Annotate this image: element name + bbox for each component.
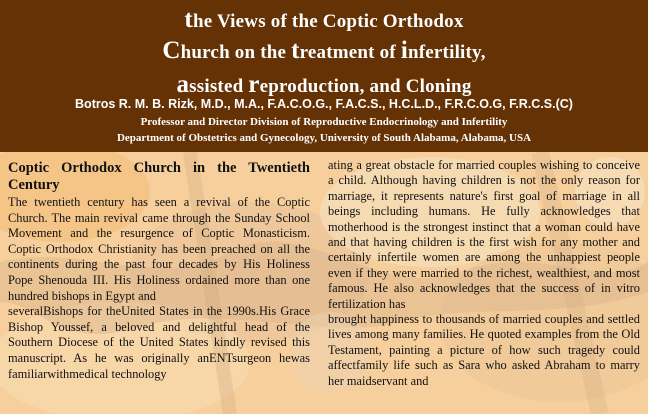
title-initial: C xyxy=(162,37,181,64)
title-initial: r xyxy=(248,71,260,98)
title-text: reatment of xyxy=(299,42,401,63)
title-banner xyxy=(0,0,648,152)
author-line: Botros R. M. B. Rizk, M.D., M.A., F.A.C.O.G., F.A.C.S., H.C.L.D., F.R.C.O.G, F.R.C.S.(C) xyxy=(75,97,573,111)
affiliation-line-1: Professor and Director Division of Reproductive Endocrinology and Infertility xyxy=(140,116,508,128)
title-text: nfertility, xyxy=(408,42,486,63)
paragraph: brought happiness to thousands of married couples and settled lives among many families. He quoted examples from the Old Testament, painting a picture of how such tragedy could affectfamily life such as Sara who asked Abraham to marry her maidservant and xyxy=(328,312,640,388)
right-column xyxy=(328,158,640,389)
title-line-2 xyxy=(0,36,648,68)
article-body xyxy=(0,152,648,414)
title-initial: i xyxy=(400,37,408,64)
title-text: he Views of the Coptic Orthodox xyxy=(192,11,464,32)
title-initial: t xyxy=(184,6,193,33)
paragraph: ating a great obstacle for married couples wishing to conceive a child. Although having children is not the only reason for marriage, it represents nature's first goal of marriage in all beings including humans. He fully acknowledges that motherhood is the strongest instinct that a woman could have and that having children is the first wish for any mother and certainly infertile women are among the unhappiest people even if they were married to the richest, wealthiest, and most famous. He also acknowledges that the success of in vitro fertilization has xyxy=(328,158,640,311)
title-text: hurch on the xyxy=(180,42,292,63)
section-heading: Coptic Orthodox Church in the Twentieth Century xyxy=(8,160,310,193)
title-initial: t xyxy=(291,37,300,64)
affiliation-line-2: Department of Obstetrics and Gynecology, University of South Alabama, Alabama, USA xyxy=(116,132,532,144)
title-text: ssisted xyxy=(189,76,249,97)
title-initial: a xyxy=(176,71,190,98)
paragraph: severalBishops for theUnited States in the 1990s.His Grace Bishop Youssef, a beloved and delightful head of the Southern Diocese of the United States kindly revised this manuscript. As he was originally anENTsurgeon hewas familiarwithmedical technology xyxy=(8,304,310,381)
title-text: eproduction, and Cloning xyxy=(259,76,472,97)
title-line-1 xyxy=(0,5,648,37)
left-column xyxy=(8,160,310,382)
paragraph: The twentieth century has seen a revival of the Coptic Church. The main revival came through the Sunday School Movement and the resurgence of Coptic Monasticism. Coptic Orthodox Christianity has been preached on all the continents during the past four decades by His Holiness Pope Shenouda III. His Holiness ordained more than one hundred bishops in Egypt and xyxy=(8,195,310,303)
